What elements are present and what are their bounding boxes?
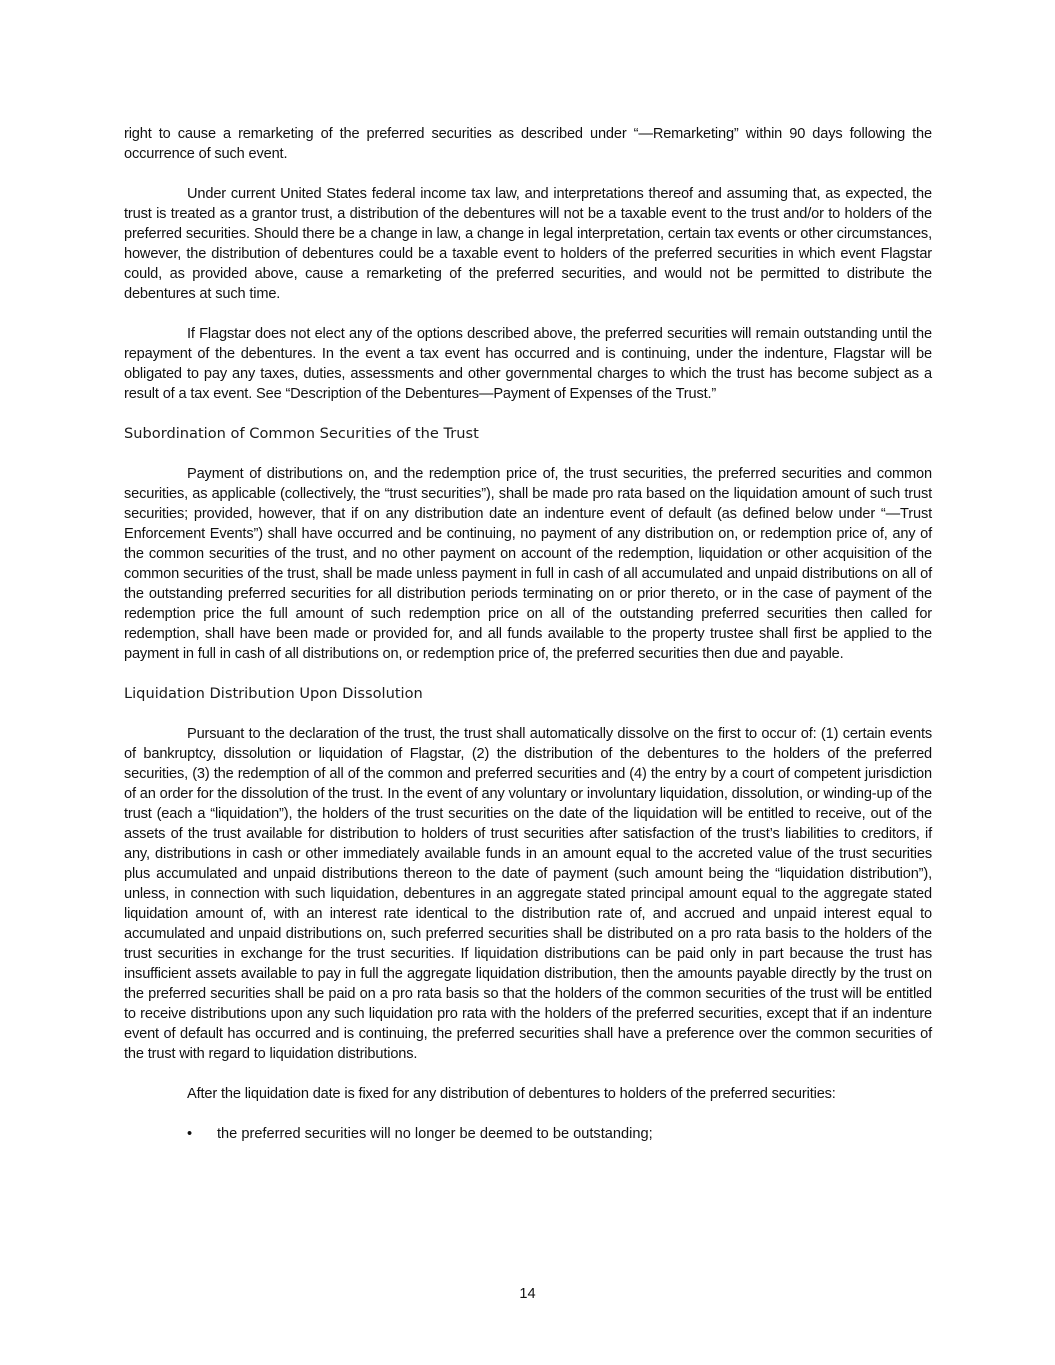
section-heading-liquidation: Liquidation Distribution Upon Dissolution — [124, 685, 423, 702]
paragraph-remarketing-continuation: right to cause a remarketing of the preferred securities as described under “—Remarketing” within 90 days following the occurrence of such event. — [124, 126, 932, 162]
bullet-list — [124, 1124, 932, 1144]
section-heading-subordination: Subordination of Common Securities of the Trust — [124, 425, 479, 442]
paragraph-subordination: Payment of distributions on, and the redemption price of, the trust securities, the preferred securities and common securities, as applicable (collectively, the “trust securities”), shall be made pro rata based on the liquidation amount of such trust securities; provided, however, that if on any distribution date an indenture event of default (as defined below under “—Trust Enforcement Events”) shall have occurred and be continuing, no payment of any distribution on, or redemption price of, any of the common securities of the trust, and no other payment on account of the redemption, liquidation or other acquisition of the common securities of the trust, shall be made unless payment in full in cash of all accumulated and unpaid distributions on all of the outstanding preferred securities for all distribution periods terminating on or prior thereto, or in the case of payment of the redemption price the full amount of such redemption price on all of the outstanding preferred securities then called for redemption, shall have been made or provided for, and all funds available to the property trustee shall first be applied to the payment in full in cash of all distributions on, or redemption price of, the preferred securities then due and payable. — [124, 466, 932, 662]
document-page — [124, 124, 932, 1144]
paragraph-after-liquidation-date: After the liquidation date is fixed for any distribution of debentures to holders of the preferred securities: — [187, 1086, 836, 1102]
bullet-icon: • — [187, 1126, 193, 1142]
paragraph-options-not-elected: If Flagstar does not elect any of the options described above, the preferred securities will remain outstanding until the repayment of the debentures. In the event a tax event has occurred and is continuing, under the indenture, Flagstar will be obligated to pay any taxes, duties, assessments and other governmental charges to which the trust has become subject as a result of a tax event. See “Description of the Debentures—Payment of Expenses of the Trust.” — [124, 326, 932, 402]
page-number: 14 — [519, 1286, 536, 1302]
bullet-text: the preferred securities will no longer be deemed to be outstanding; — [217, 1126, 653, 1142]
list-item — [124, 1124, 932, 1144]
paragraph-tax-law: Under current United States federal income tax law, and interpretations thereof and assuming that, as expected, the trust is treated as a grantor trust, a distribution of the debentures will not be a taxable event to the trust and/or to holders of the preferred securities. Should there be a change in law, a change in legal interpretation, certain tax events or other circumstances, however, the distribution of debentures could be a taxable event to holders of the preferred securities in which event Flagstar could, as provided above, cause a remarketing of the preferred securities, and would not be permitted to distribute the debentures at such time. — [124, 186, 932, 302]
paragraph-liquidation: Pursuant to the declaration of the trust, the trust shall automatically dissolve on the first to occur of: (1) certain events of bankruptcy, dissolution or liquidation of Flagstar, (2) the distribution of the debentures to the holders of the preferred securities, (3) the redemption of all of the common and preferred securities and (4) the entry by a court of competent jurisdiction of an order for the dissolution of the trust. In the event of any voluntary or involuntary liquidation, dissolution, or winding-up of the trust (each a “liquidation”), the holders of the trust securities on the date of the liquidation will be entitled to receive, out of the assets of the trust available for distribution to holders of trust securities after satisfaction of the trust’s liabilities to creditors, if any, distributions in cash or other immediately available funds in an amount equal to the accreted value of the trust securities plus accumulated and unpaid distributions thereon to the date of payment (such amount being the “liquidation distribution”), unless, in connection with such liquidation, debentures in an aggregate stated principal amount equal to the aggregate stated liquidation amount of, with an interest rate identical to the distribution rate of, and accrued and unpaid interest equal to accumulated and unpaid distributions on, such preferred securities shall be distributed on a pro rata basis to the holders of the trust securities in exchange for the trust securities. If liquidation distributions can be paid only in part because the trust has insufficient assets available to pay in full the aggregate liquidation distribution, then the amounts payable directly by the trust on the preferred securities shall be paid on a pro rata basis so that the holders of the common securities of the trust will be entitled to receive distributions upon any such liquidation pro rata with the holders of the preferred securities, except that if an indenture event of default has occurred and is continuing, the preferred securities shall have a preference over the common securities of the trust with regard to liquidation distributions. — [124, 726, 932, 1062]
